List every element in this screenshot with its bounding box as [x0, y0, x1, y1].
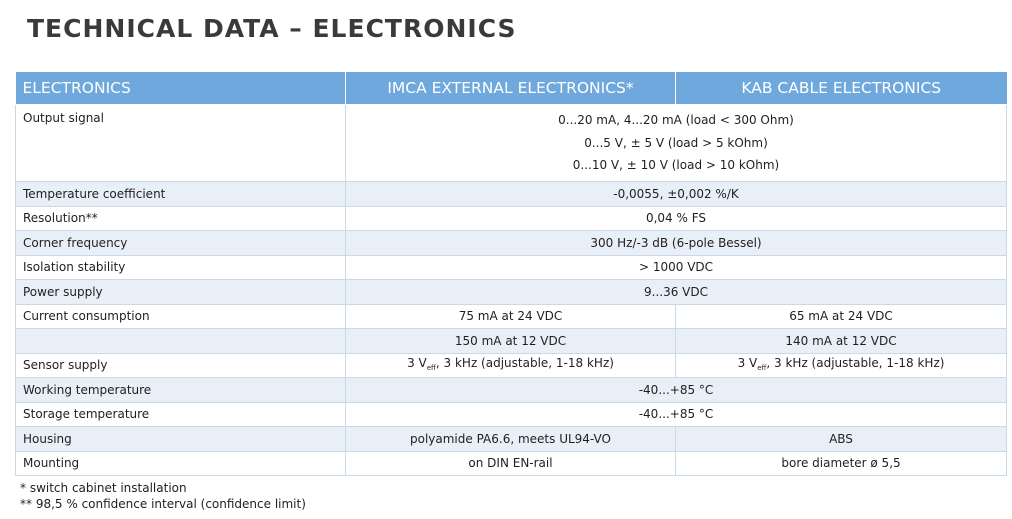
- electronics-spec-table: [15, 72, 1007, 476]
- row-value: 300 Hz/-3 dB (6-pole Bessel): [346, 231, 1007, 256]
- kab-value: 140 mA at 12 VDC: [676, 329, 1007, 354]
- header-electronics: ELECTRONICS: [16, 72, 346, 105]
- row-label: Current consumption: [16, 304, 346, 329]
- footnotes: [20, 480, 306, 512]
- voltage-subscript: eff: [426, 363, 436, 372]
- row-value: 9...36 VDC: [346, 280, 1007, 305]
- row-label: Housing: [16, 427, 346, 452]
- row-working-temperature: [16, 378, 1007, 403]
- footnote-switch-cabinet: * switch cabinet installation: [20, 481, 187, 495]
- row-temperature-coefficient: [16, 182, 1007, 207]
- row-output-signal: [16, 105, 1007, 182]
- row-value: > 1000 VDC: [346, 255, 1007, 280]
- row-mounting: [16, 451, 1007, 476]
- imca-value: on DIN EN-rail: [346, 451, 676, 476]
- row-resolution: [16, 206, 1007, 231]
- row-label-empty: [16, 329, 346, 354]
- row-sensor-supply: [16, 353, 1007, 378]
- imca-value: 150 mA at 12 VDC: [346, 329, 676, 354]
- row-label: Temperature coefficient: [16, 182, 346, 207]
- output-signal-values: [346, 105, 1007, 182]
- header-imca-external-electronics: IMCA EXTERNAL ELECTRONICS*: [346, 72, 676, 105]
- page-title: TECHNICAL DATA – ELECTRONICS: [27, 14, 517, 43]
- output-signal-line: 0...20 mA, 4...20 mA (load < 300 Ohm): [558, 113, 794, 128]
- row-corner-frequency: [16, 231, 1007, 256]
- row-label: Storage temperature: [16, 402, 346, 427]
- row-power-supply: [16, 280, 1007, 305]
- row-label: Mounting: [16, 451, 346, 476]
- sensor-supply-detail: , 3 kHz (adjustable, 1-18 kHz): [766, 355, 945, 370]
- kab-value: [676, 353, 1007, 378]
- sensor-supply-detail: , 3 kHz (adjustable, 1-18 kHz): [435, 355, 614, 370]
- row-label: Isolation stability: [16, 255, 346, 280]
- row-value: 0,04 % FS: [346, 206, 1007, 231]
- footnote-confidence-interval: ** 98,5 % confidence interval (confidence limit): [20, 497, 306, 511]
- row-isolation-stability: [16, 255, 1007, 280]
- row-current-consumption: [16, 304, 1007, 329]
- output-signal-line: 0...10 V, ± 10 V (load > 10 kOhm): [572, 158, 780, 173]
- row-housing: [16, 427, 1007, 452]
- imca-value: 75 mA at 24 VDC: [346, 304, 676, 329]
- row-label: Working temperature: [16, 378, 346, 403]
- row-value: -40...+85 °C: [346, 378, 1007, 403]
- voltage-prefix: 3 V: [737, 355, 758, 370]
- row-storage-temperature: [16, 402, 1007, 427]
- row-value: -0,0055, ±0,002 %/K: [346, 182, 1007, 207]
- row-value: -40...+85 °C: [346, 402, 1007, 427]
- voltage-subscript: eff: [757, 363, 767, 372]
- row-label: Power supply: [16, 280, 346, 305]
- output-signal-line: 0...5 V, ± 5 V (load > 5 kOhm): [584, 135, 768, 150]
- row-current-consumption-12v: [16, 329, 1007, 354]
- row-label: Corner frequency: [16, 231, 346, 256]
- table-header-row: [16, 72, 1007, 105]
- header-kab-cable-electronics: KAB CABLE ELECTRONICS: [676, 72, 1007, 105]
- row-label: Sensor supply: [16, 353, 346, 378]
- kab-value: bore diameter ø 5,5: [676, 451, 1007, 476]
- kab-value: ABS: [676, 427, 1007, 452]
- voltage-prefix: 3 V: [407, 355, 427, 370]
- imca-value: [346, 353, 676, 378]
- kab-value: 65 mA at 24 VDC: [676, 304, 1007, 329]
- imca-value: polyamide PA6.6, meets UL94-VO: [346, 427, 676, 452]
- row-label: Output signal: [16, 105, 346, 182]
- row-label: Resolution**: [16, 206, 346, 231]
